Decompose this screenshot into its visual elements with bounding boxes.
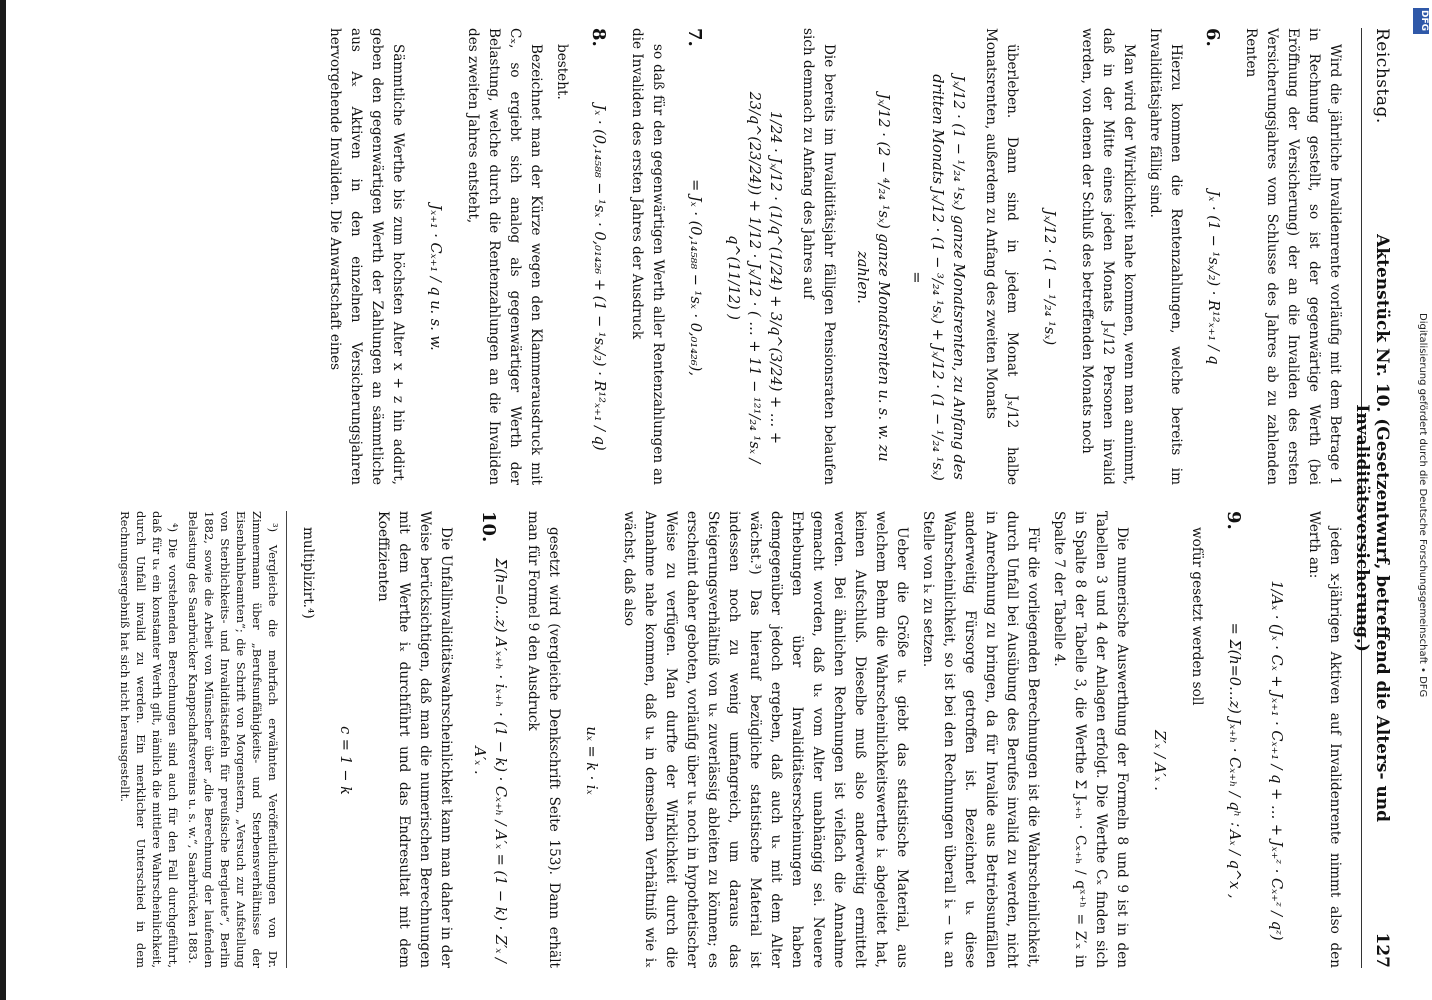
running-header <box>1352 28 1392 968</box>
formula-inline <box>576 511 606 968</box>
paragraph: Die Unfallinvaliditätswahrscheinlichkeit kann man daher in der Weise berücksichtigen, daß man die numerischen Berechnungen mit dem Werthe iₓ durchführt und das Endresultat mit dem Koeffizienten <box>375 511 454 968</box>
header-left: Reichstag. <box>1372 28 1392 124</box>
paragraph: Die numerische Auswerthung der Formeln 8 und 9 ist in den Tabellen 3 und 4 der Anlagen erfolgt. Die Werthe Cₓ finden sich in Spalte 8 der Tabelle 3, die Werthe Σ Jₓ₊ₕ · Cₓ₊ₕ / qˣ⁺ʰ = Z′ₓ in Spalte 7 der Tabelle 4. <box>1051 511 1130 968</box>
paragraph: jeden x-jährigen Aktiven auf Invalidenrente nimmt also den Werth an: <box>1306 511 1343 968</box>
formula-expression: = Jₓ · (0,₁₄₅₈₈ − ¹sₓ · 0,₀₁₄₂₆), <box>687 179 704 376</box>
formula-number: 7. <box>684 28 706 47</box>
paragraph: gesetzt wird (vergleiche Denkschrift Seite 153). Dann erhält man für Formel 9 den Ausdruck <box>525 511 562 968</box>
formula-expression: = Σ(h=0…z) Jₓ₊ₕ · Cₓ₊ₕ / qʰ ∶ Aₓ / q^x , <box>1226 622 1243 899</box>
formula-expression: Jₓ/12 · (1 − ¹/₂₄ ¹sₓ) <box>1041 209 1058 346</box>
page-number: 127 <box>1372 932 1392 968</box>
paragraph: Hierzu kommen die Rentenzahlungen, welche bereits im Invaliditätsjahre fällig sind. <box>1147 28 1184 485</box>
formula-expression: 1/Aₓ · (Jₓ · Cₓ + Jₓ₊₁ · Cₓ₊₁ / q + … + Jₓ₊ᶻ · Cₓ₊ᶻ / qᶻ) <box>1268 580 1285 941</box>
formula-number: 8. <box>588 28 610 47</box>
formula-inline <box>722 28 785 485</box>
paragraph: Ueber die Größe uₓ giebt das statistische Material, aus welchem Behm die Wahrscheinlichkeitswerthe iₓ abgeleitet hat, keinen Aufschluß. Dieselbe muß also anderweitig ermittelt werden. Bei ähnlichen Rechnungen ist vielfach die Annahme gemacht worden, daß uₓ vom Alter unabhängig sei. Neuere Erhebungen über Invaliditätserscheinungen haben demgegenüber jedoch ergeben, daß auch uₓ mit dem Alter wächst.³) Das hierauf bezügliche statistische Material ist indessen noch zu wenig umfangreich, um daraus das Steigerungsverhältniß von uₓ zuverlässig ableiten zu können; es erscheint daher geboten, vorläufig über uₓ noch in hypothetischer Weise zu verfügen. Man durfte der Wirklichkeit durch die Annahme nahe kommen, daß uₓ in demselben Verhältniß wie iₓ wächst, daß also <box>621 511 910 968</box>
formula-7 <box>680 28 710 485</box>
formula-expression: 1/24 · Jₓ/12 · (1/q^(1/24) + 3/q^(3/24) + … + 23/q^(23/24)) + 1/12 · Jₓ/12 · ( … + 11 − ¹²¹/₂₄ ¹sₓ / q^(11/12) ) <box>725 91 783 464</box>
formula-inline <box>1144 511 1174 968</box>
formula-expression: Jₓ/12 · (1 − ¹/₂₄ ¹sₓ) ganze Monatsrenten, zu Anfang des dritten Monats Jₓ/12 · (1 − ³/₂₄ ¹sₓ) + Jₓ/12 · (1 − ¹/₂₄ ¹sₓ) = <box>908 74 966 481</box>
paragraph: Die bereits im Invaliditätsjahr fälligen Pensionsraten belaufen sich demnach zu Anfang des Jahres auf <box>800 28 837 485</box>
formula-inline <box>905 28 968 485</box>
formula-inline <box>851 28 893 485</box>
paragraph: wofür gesetzt werden soll <box>1189 527 1205 706</box>
formula-expression: uₓ = k · iₓ <box>583 726 600 795</box>
formula-10 <box>468 511 510 968</box>
paragraph: Man wird der Wirklichkeit nahe kommen, wenn man annimmt, daß in der Mitte eines jeden Monats Jₓ/12 Personen invalid werden, von denen der Schluß des betreffenden Monats noch <box>1079 28 1137 485</box>
header-title: Aktenstück Nr. 10. (Gesetzentwurf, betreffend die Alters- und Invaliditätsversicherung.) <box>1352 234 1392 823</box>
rotated-content <box>52 28 1392 968</box>
formula-number: 10. <box>478 511 500 543</box>
paragraph: Bezeichnet man der Kürze wegen den Klammerausdruck mit Cₓ, so ergiebt sich analog als gegenwärtiger Werth der Belastung, welche durch die Rentenzahlungen an die Invaliden des zweiten Jahres entsteht, <box>465 28 544 485</box>
formula-number: 9. <box>1223 511 1245 530</box>
formula-expression: Z′ₓ / A′ₓ . <box>1151 730 1168 791</box>
formula-number: 6. <box>1202 28 1224 47</box>
digitization-credit: Digitalisierung gefördert durch die Deutsche Forschungsgemeinschaft • DFG <box>1417 312 1428 698</box>
formula-6 <box>1198 28 1228 485</box>
formula-9 <box>1219 511 1249 968</box>
paragraph: Sämmtliche Werthe bis zum höchsten Alter x + z hin addirt, geben den gegenwärtigen Werth der Zahlungen an sämmtliche aus Aₓ Aktiven in den einzelnen Versicherungsjahren hervorgehende Invaliden. Die Anwartschaft eines <box>327 28 406 485</box>
formula-8 <box>584 28 614 485</box>
dfg-logo: DFG <box>1413 8 1429 34</box>
paragraph: Für die vorliegenden Berechnungen ist die Wahrscheinlichkeit, durch Unfall bei Ausübung des Berufes invalid zu werden, nicht in Anrechnung zu bringen, da für Invalide aus Betriebsunfällen anderweitig Fürsorge getroffen ist. Bezeichnet uₓ diese Wahrscheinlichkeit, so ist bei den Rechnungen überall iₓ − uₓ an Stelle von iₓ zu setzen. <box>920 511 1041 968</box>
formula-expression: Jₓ · (1 − ¹sₓ/₂) · R¹²ₓ₊₁ / q <box>1205 190 1222 365</box>
footnotes <box>117 511 287 968</box>
formula-inline <box>330 511 360 968</box>
paragraph: Wird die jährliche Invalidenrente vorläufig mit dem Betrage 1 in Rechnung gestellt, so ist der gegenwärtige Werth (bei Eröffnung der Versicherung) der an die Invaliden des ersten Versicherungsjahres vom Schlusse des Jahres ab zu zahlenden Renten <box>1243 28 1343 485</box>
formula-expression: Jₓ · (0,₁₄₅₈₈ − ¹sₓ · 0,₀₁₄₂₆ + (1 − ¹sₓ/₂) · R¹²ₓ₊₁ / q) <box>591 104 608 451</box>
scan-edge <box>0 0 6 1000</box>
formula-expression: c = 1 − k <box>337 726 354 795</box>
formula-inline <box>1261 511 1291 968</box>
left-column <box>113 28 1345 485</box>
formula-expression: Jₓ/12 · (2 − ⁴/₂₄ ¹sₓ) ganze Monatsrenten u. s. w. zu zahlen. <box>854 93 891 462</box>
formula-inline <box>1034 28 1064 485</box>
right-column <box>113 511 1345 968</box>
footnote-3: ³) Vergleiche die mehrfach erwähnten Veröffentlichungen von Dr. Zimmermann über „Berufsunfähigkeits- und Sterbensverhältnisse der Eisenbahnbeamten“; die Schrift von Morgenstern, „Versuch zur Aufstellung von Sterblichkeits- und Invaliditätstafeln für preußische Bergleute“, Berlin 1882, sowie die Arbeit von Münscher über „die Berechnung der laufenden Belastung des Saarbrücker Knappschaftsvereins u. s. w.“, Saarbrücken 1883. <box>186 511 280 968</box>
footnote-4: ⁴) Die vorstehenden Berechnungen sind auch für den Fall durchgeführt, daß für uₓ ein konstanter Werth gilt, nämlich die mittlere Wahrscheinlichkeit, durch Unfall invalid zu werden. Ein merklicher Unterschied in dem Rechnungsergebniß hat sich nicht herausgestellt. <box>118 511 180 968</box>
paragraph: überleben. Dann sind in jedem Monat Jₓ/12 halbe Monatsrenten, außerdem zu Anfang des zweiten Monats <box>983 28 1020 485</box>
text-columns <box>113 28 1345 968</box>
formula-expression: Σ(h=0…z) A′ₓ₊ₕ · iₓ₊ₕ · (1 − k) · Cₓ₊ₕ / A′ₓ = (1 − k) · Z′ₓ / A′ₓ . <box>471 558 508 963</box>
paragraph: so daß für den gegenwärtigen Werth aller Rentenzahlungen an die Invaliden des ersten Jahres der Ausdruck <box>629 28 666 485</box>
paragraph: multiplizirt.⁴) <box>300 527 316 619</box>
paragraph: besteht. <box>554 44 570 100</box>
formula-expression: Jₓ₊₁ · Cₓ₊₁ / q u. s. w. <box>427 204 444 351</box>
formula-inline <box>420 28 450 485</box>
